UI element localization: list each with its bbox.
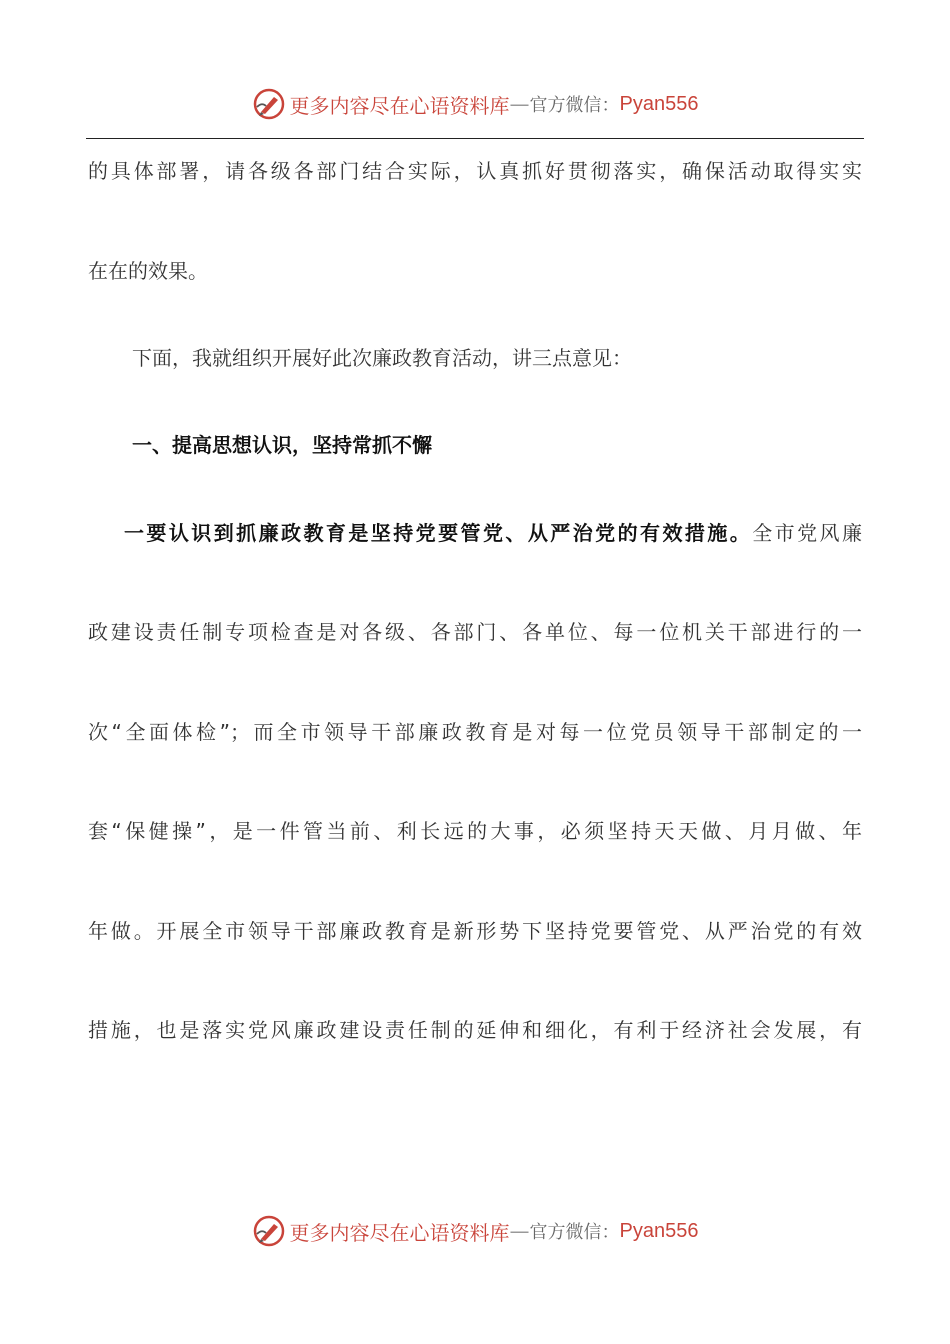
footer-banner (0, 1211, 950, 1251)
pen-circle-icon (252, 1214, 286, 1248)
header-wechat-label: 官方微信： (529, 95, 620, 116)
paragraph-lead-bold: 一要认识到抓廉政教育是坚持党要管党、从严治党的有效措施。 (124, 521, 753, 545)
header-slogan: 更多内容尽在心语资料库 (289, 93, 510, 118)
footer-slogan: 更多内容尽在心语资料库 (289, 1220, 510, 1245)
body-line-9: 年做。开展全市领导干部廉政教育是新形势下坚持党要管党、从严治党的有效 (88, 919, 862, 943)
body-line-1: 的具体部署，请各级各部门结合实际，认真抓好贯彻落实，确保活动取得实实 (88, 159, 862, 183)
body-line-8: 套“保健操”，是一件管当前、利长远的大事，必须坚持天天做、月月做、年 (88, 819, 862, 843)
pen-circle-icon (252, 87, 286, 121)
body-line-3: 下面，我就组织开展好此次廉政教育活动，讲三点意见： (132, 346, 632, 370)
body-line-6: 政建设责任制专项检查是对各级、各部门、各单位、每一位机关干部进行的一 (88, 620, 862, 644)
body-line-10: 措施，也是落实党风廉政建设责任制的延伸和细化，有利于经济社会发展，有 (88, 1018, 862, 1042)
body-line-2: 在在的效果。 (88, 259, 208, 283)
footer-wechat-label: 官方微信： (529, 1222, 620, 1243)
footer-separator: — (509, 1219, 530, 1243)
section-heading-1: 一、提高思想认识，坚持常抓不懈 (132, 433, 432, 457)
header-divider (86, 138, 864, 139)
header-banner (0, 84, 950, 124)
paragraph-lead-rest: 全市党风廉 (752, 521, 862, 545)
body-line-7: 次“全面体检”；而全市领导干部廉政教育是对每一位党员领导干部制定的一 (88, 720, 862, 744)
header-separator: — (509, 92, 530, 116)
paragraph-lead-line (124, 518, 862, 548)
header-wechat-id: Pyan556 (619, 92, 699, 115)
footer-wechat-id: Pyan556 (619, 1219, 699, 1242)
